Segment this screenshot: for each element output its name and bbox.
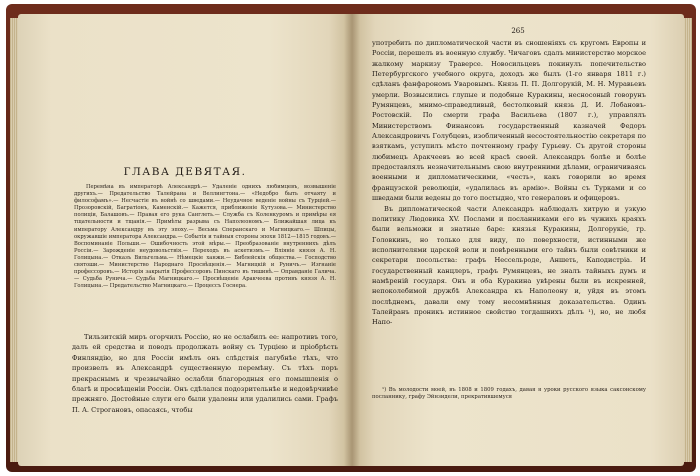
book-gutter xyxy=(344,14,360,466)
page-number: 265 xyxy=(511,27,525,35)
footnote: ¹) Въ молодости моей, въ 1808 и 1809 годахъ, давая я уроки русского языка саксонскому посланнику, графу Эйнзидели, прекратившемуся xyxy=(372,387,646,401)
left-page xyxy=(18,14,352,466)
paragraph: Въ дипломатической части Александръ наблюдалъ хитрую и узкую политику Людовика XV. Послами и посланниками его въ чужихъ краяхъ были вельможи и знатные баре: князья Куракины, Долгорукіе, гр. Головкинъ, но только для виду, по поверхности, истинными же исполнителями царской воли и повѣренными его тайнъ были совѣтники и секретари посольства: графъ Нессельроде, Аншеть, Каподистріа. И государственный канцлеръ, графъ Румянцевъ, не зналъ тайныхъ думъ и намѣреній государя. Онъ и оба Куракина увѣрены были въ искренней, непоколебимой дружбѣ Александра къ Наполеону и, уйдя въ этомъ послѣднемъ, давали ему тому несомнѣнныя доказательства. Одинъ Талейранъ проникъ истинное свойство тогдашнихъ дѣлъ ¹), но, не любя Напо- xyxy=(372,204,646,327)
chapter-title: ГЛАВА ДЕВЯТАЯ. xyxy=(123,166,247,178)
page-edges-right xyxy=(684,18,692,462)
page-edges-left xyxy=(10,18,18,462)
right-page xyxy=(352,14,684,466)
left-page-body: Тильзитскій миръ огорчилъ Россію, но не ослабилъ ее: напротивъ того, далъ ей средства и поводъ продолжать войну съ Турціею и пріобрѣсть Финляндію, но для Россіи имѣлъ онъ слѣдствія пагубнѣе тѣхъ, что произвелъ въ Александрѣ существенную перемѣну. Съ тѣхъ поръ прекраснымъ и чрезвычайно ослабли благородныя его помышленія о благѣ и просвѣщеніи Россіи. Онъ сдѣлался подозрительнѣе и недовѣрчивѣе прежняго. Достойные слуги его были удалены или удалились сами. Графъ П. А. Строгановъ, опасаясь, чтобы xyxy=(72,333,338,414)
chapter-summary: Перемѣна въ императорѣ Александрѣ.— Удаленіе однихъ любимцевъ, возвышеніе другихъ.— Предательство Талейрана и Веллингтона.— «Недобро быть отчаяту и философамъ».— Несчастіе въ войнѣ со шведами.— Неудачное веденіе войны съ Турціей.— Прозоровскій, Багратіонъ, Каменскій.— Кажется, приближеніе Кутузова.— Министерство полиціи, Балашовъ.— Правая его рука Санглеть.— Служба съ Коленкуромъ и примѣры ея тщательности и тщанія.— Примѣты разрыва съ Наполеономъ.— Ближайшая лица къ императору Александру въ эту эпоху.— Весьма Сперанскаго и Магницкаго.— Шпицы, окружавшіе императора Александра.— Событія и тайныя стороны эпохи 1812—1815 годовъ.— Воспоминаніе Польши.— Ошибочность этой мѣры.— Преобразованіе внутреннихъ дѣлъ Россіи.— Зарожденіе неудовольствія.— Переходъ въ аскетизмъ.— Вліяніе князя А. Н. Голицына.— Отказъ Вильгельма.— Нѣмецкіе ханжи.— Библейскія общества.— Господство святоши.— Министерство Народнаго Просвѣщенія.— Магницкій и Руничъ.— Изгнаніе профессоровъ.— Исторія закрытія Профессоровъ Пинскаго въ тишинѣ.— Оправданіе Галича.— Судьба Рунича.— Судьба Магницкаго.— Просвѣщеніе Аракчеева противъ князя А. Н. Голицына.— Предательство Магницкаго.— Процессъ Госнера. xyxy=(74,184,336,290)
right-page-body xyxy=(372,38,646,328)
open-book xyxy=(6,4,696,472)
paragraph: употребить по дипломатической части въ сношеніяхъ съ кругомъ Европы и Россіи, перешелъ въ военную службу. Чичаговъ сдалъ министерство морское жалкому маркизу Траверсе. Новосильцевъ покинулъ попечительство Петербургского учебного округа, доходъ же былъ (1-го января 1811 г.) сдѣланъ фанфарономъ Уваровымъ. Князь П. П. Долгорукій, М. Н. Муравьевъ умерли. Возвысились глупые и подобные Куракины, несносоный говорунъ Румянцевъ, мнимо-справедливый, бестолковый князь Д. И. Лобановъ-Ростовскій. По смерти графа Васильева (1807 г.), управлялъ Министерствомъ Финансовъ государственный казначей Федоръ Александровичъ Голубцевъ, изобличенный несостоятельностію секретаря по взяткамъ, уступилъ мѣсто почтенному графу Гурьеву. Съ другой стороны любимецъ Аракчеевъ во всей красѣ своей. Александръ болѣе и болѣе предоставлялъ незначительнымъ свою внутренними дѣлами, ограничиваясь военными и дипломатическими, «честь», какъ говорили во время французской революціи, «удалилась въ армію». Войны съ Турками и со шведами были ведены до того постыдно, что генераловъ и офицеровъ. xyxy=(372,39,646,203)
